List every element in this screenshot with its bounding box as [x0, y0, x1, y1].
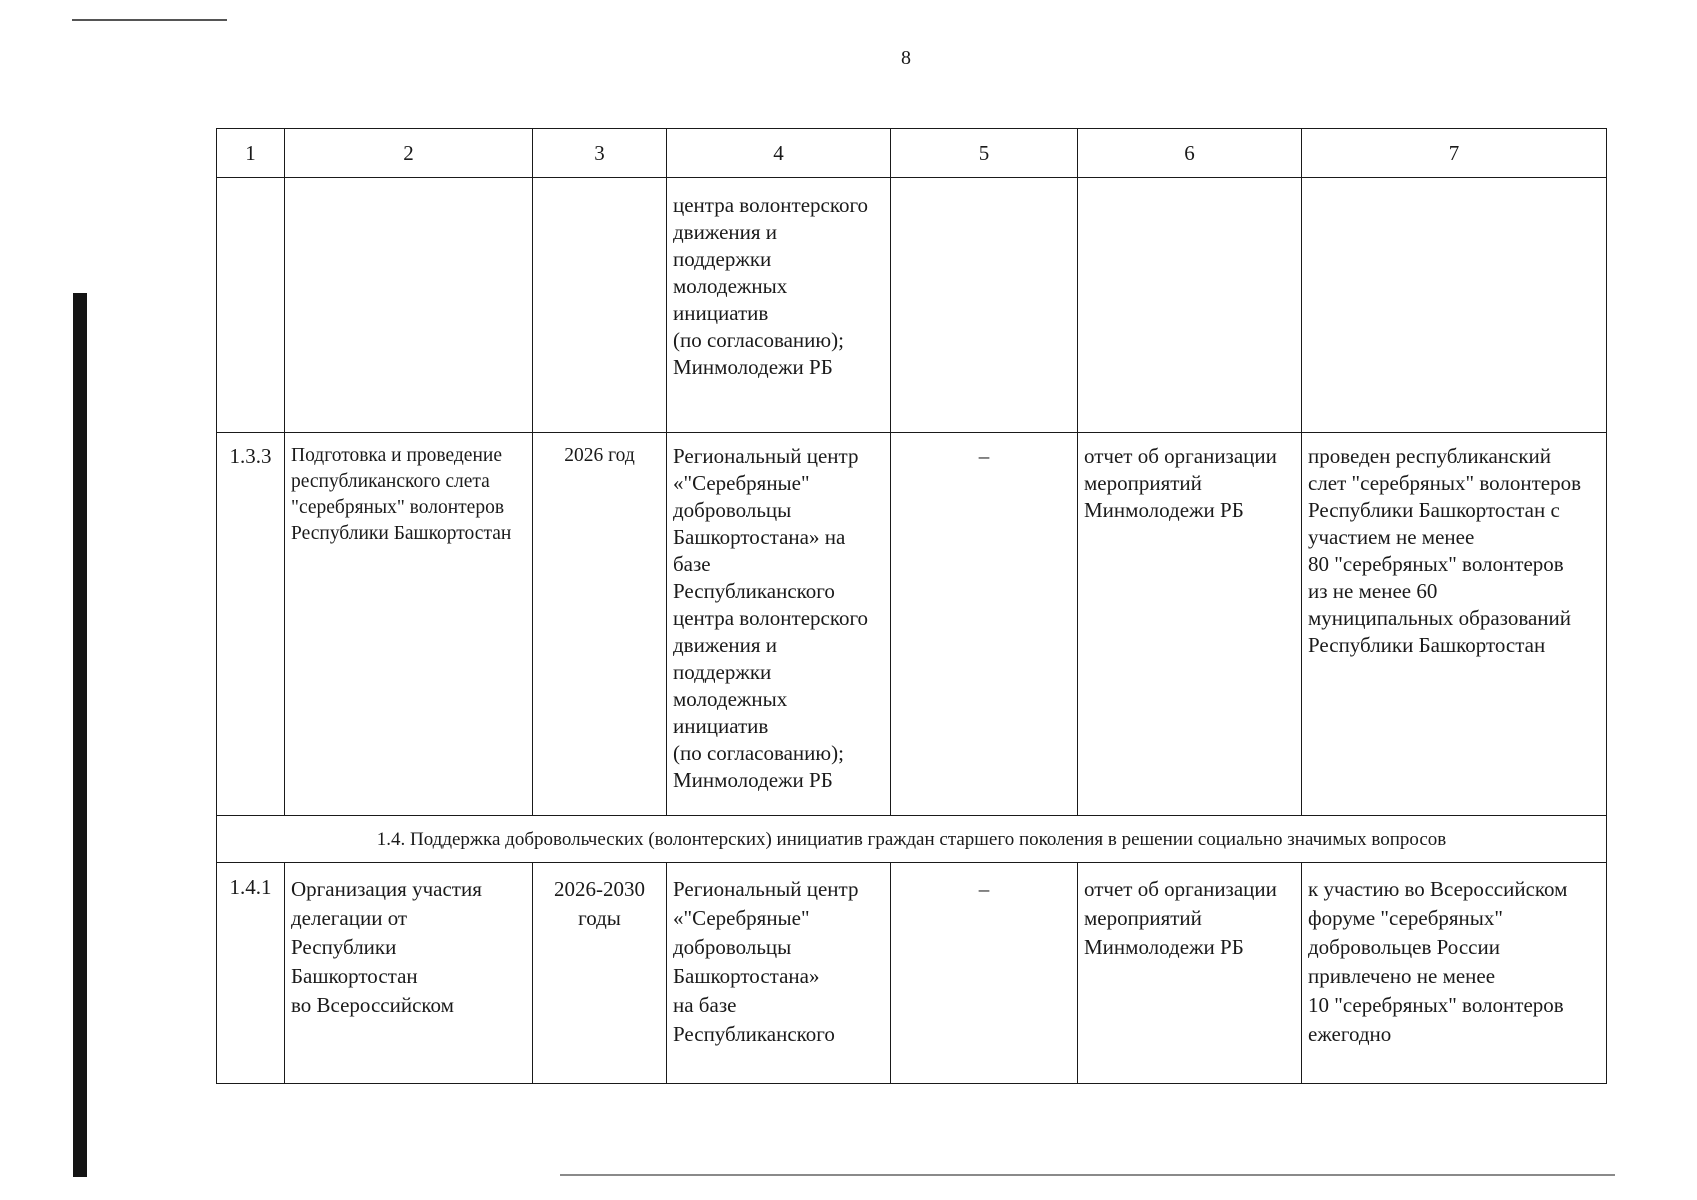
column-number-4: 4 — [667, 129, 891, 178]
cell-empty — [285, 178, 533, 433]
section-heading-row — [217, 816, 1607, 863]
period-cell: 2026-2030 годы — [533, 863, 667, 1084]
page-number: 8 — [901, 47, 911, 69]
section-heading: 1.4. Поддержка добровольческих (волонтерских) инициатив граждан старшего поколения в решении социально значимых вопросов — [217, 816, 1607, 863]
cell-empty — [533, 178, 667, 433]
bottom-scan-rule — [560, 1174, 1615, 1176]
item-number: 1.3.3 — [217, 433, 285, 816]
dash-cell: – — [891, 863, 1078, 1084]
cell-empty — [1302, 178, 1607, 433]
cell-empty — [217, 178, 285, 433]
continuation-row — [217, 178, 1607, 433]
item-number: 1.4.1 — [217, 863, 285, 1084]
control-cell: отчет об организации мероприятий Минмолодежи РБ — [1078, 433, 1302, 816]
top-scan-rule — [72, 19, 227, 21]
column-number-3: 3 — [533, 129, 667, 178]
column-number-row — [217, 129, 1607, 178]
left-scan-edge — [73, 293, 87, 1177]
table-row — [217, 863, 1607, 1084]
table-row — [217, 433, 1607, 816]
column-number-6: 6 — [1078, 129, 1302, 178]
column-number-7: 7 — [1302, 129, 1607, 178]
column-number-5: 5 — [891, 129, 1078, 178]
control-cell: отчет об организации мероприятий Минмолодежи РБ — [1078, 863, 1302, 1084]
executors-cell: Региональный центр «"Серебряные" добровольцы Башкортостана» на базе Республиканского центра волонтерского движения и поддержки молодежных инициатив (по согласованию); Минмолодежи РБ — [667, 433, 891, 816]
period-cell: 2026 год — [533, 433, 667, 816]
result-cell: проведен республиканский слет "серебряных" волонтеров Республики Башкортостан с участием не менее 80 "серебряных" волонтеров из не менее 60 муниципальных образований Республики Башкортостан — [1302, 433, 1607, 816]
result-cell: к участию во Всероссийском форуме "серебряных" добровольцев России привлечено не менее 10 "серебряных" волонтеров ежегодно — [1302, 863, 1607, 1084]
cell-empty — [1078, 178, 1302, 433]
activity-cell: Организация участия делегации от Республики Башкортостан во Всероссийском — [285, 863, 533, 1084]
executors-cell: центра волонтерского движения и поддержки молодежных инициатив (по согласованию); Минмолодежи РБ — [667, 178, 891, 433]
cell-empty — [891, 178, 1078, 433]
column-number-2: 2 — [285, 129, 533, 178]
dash-cell: – — [891, 433, 1078, 816]
activity-cell: Подготовка и проведение республиканского слета "серебряных" волонтеров Республики Башкортостан — [285, 433, 533, 816]
executors-cell: Региональный центр «"Серебряные" добровольцы Башкортостана» на базе Республиканского — [667, 863, 891, 1084]
column-number-1: 1 — [217, 129, 285, 178]
activity-table — [216, 128, 1607, 1084]
